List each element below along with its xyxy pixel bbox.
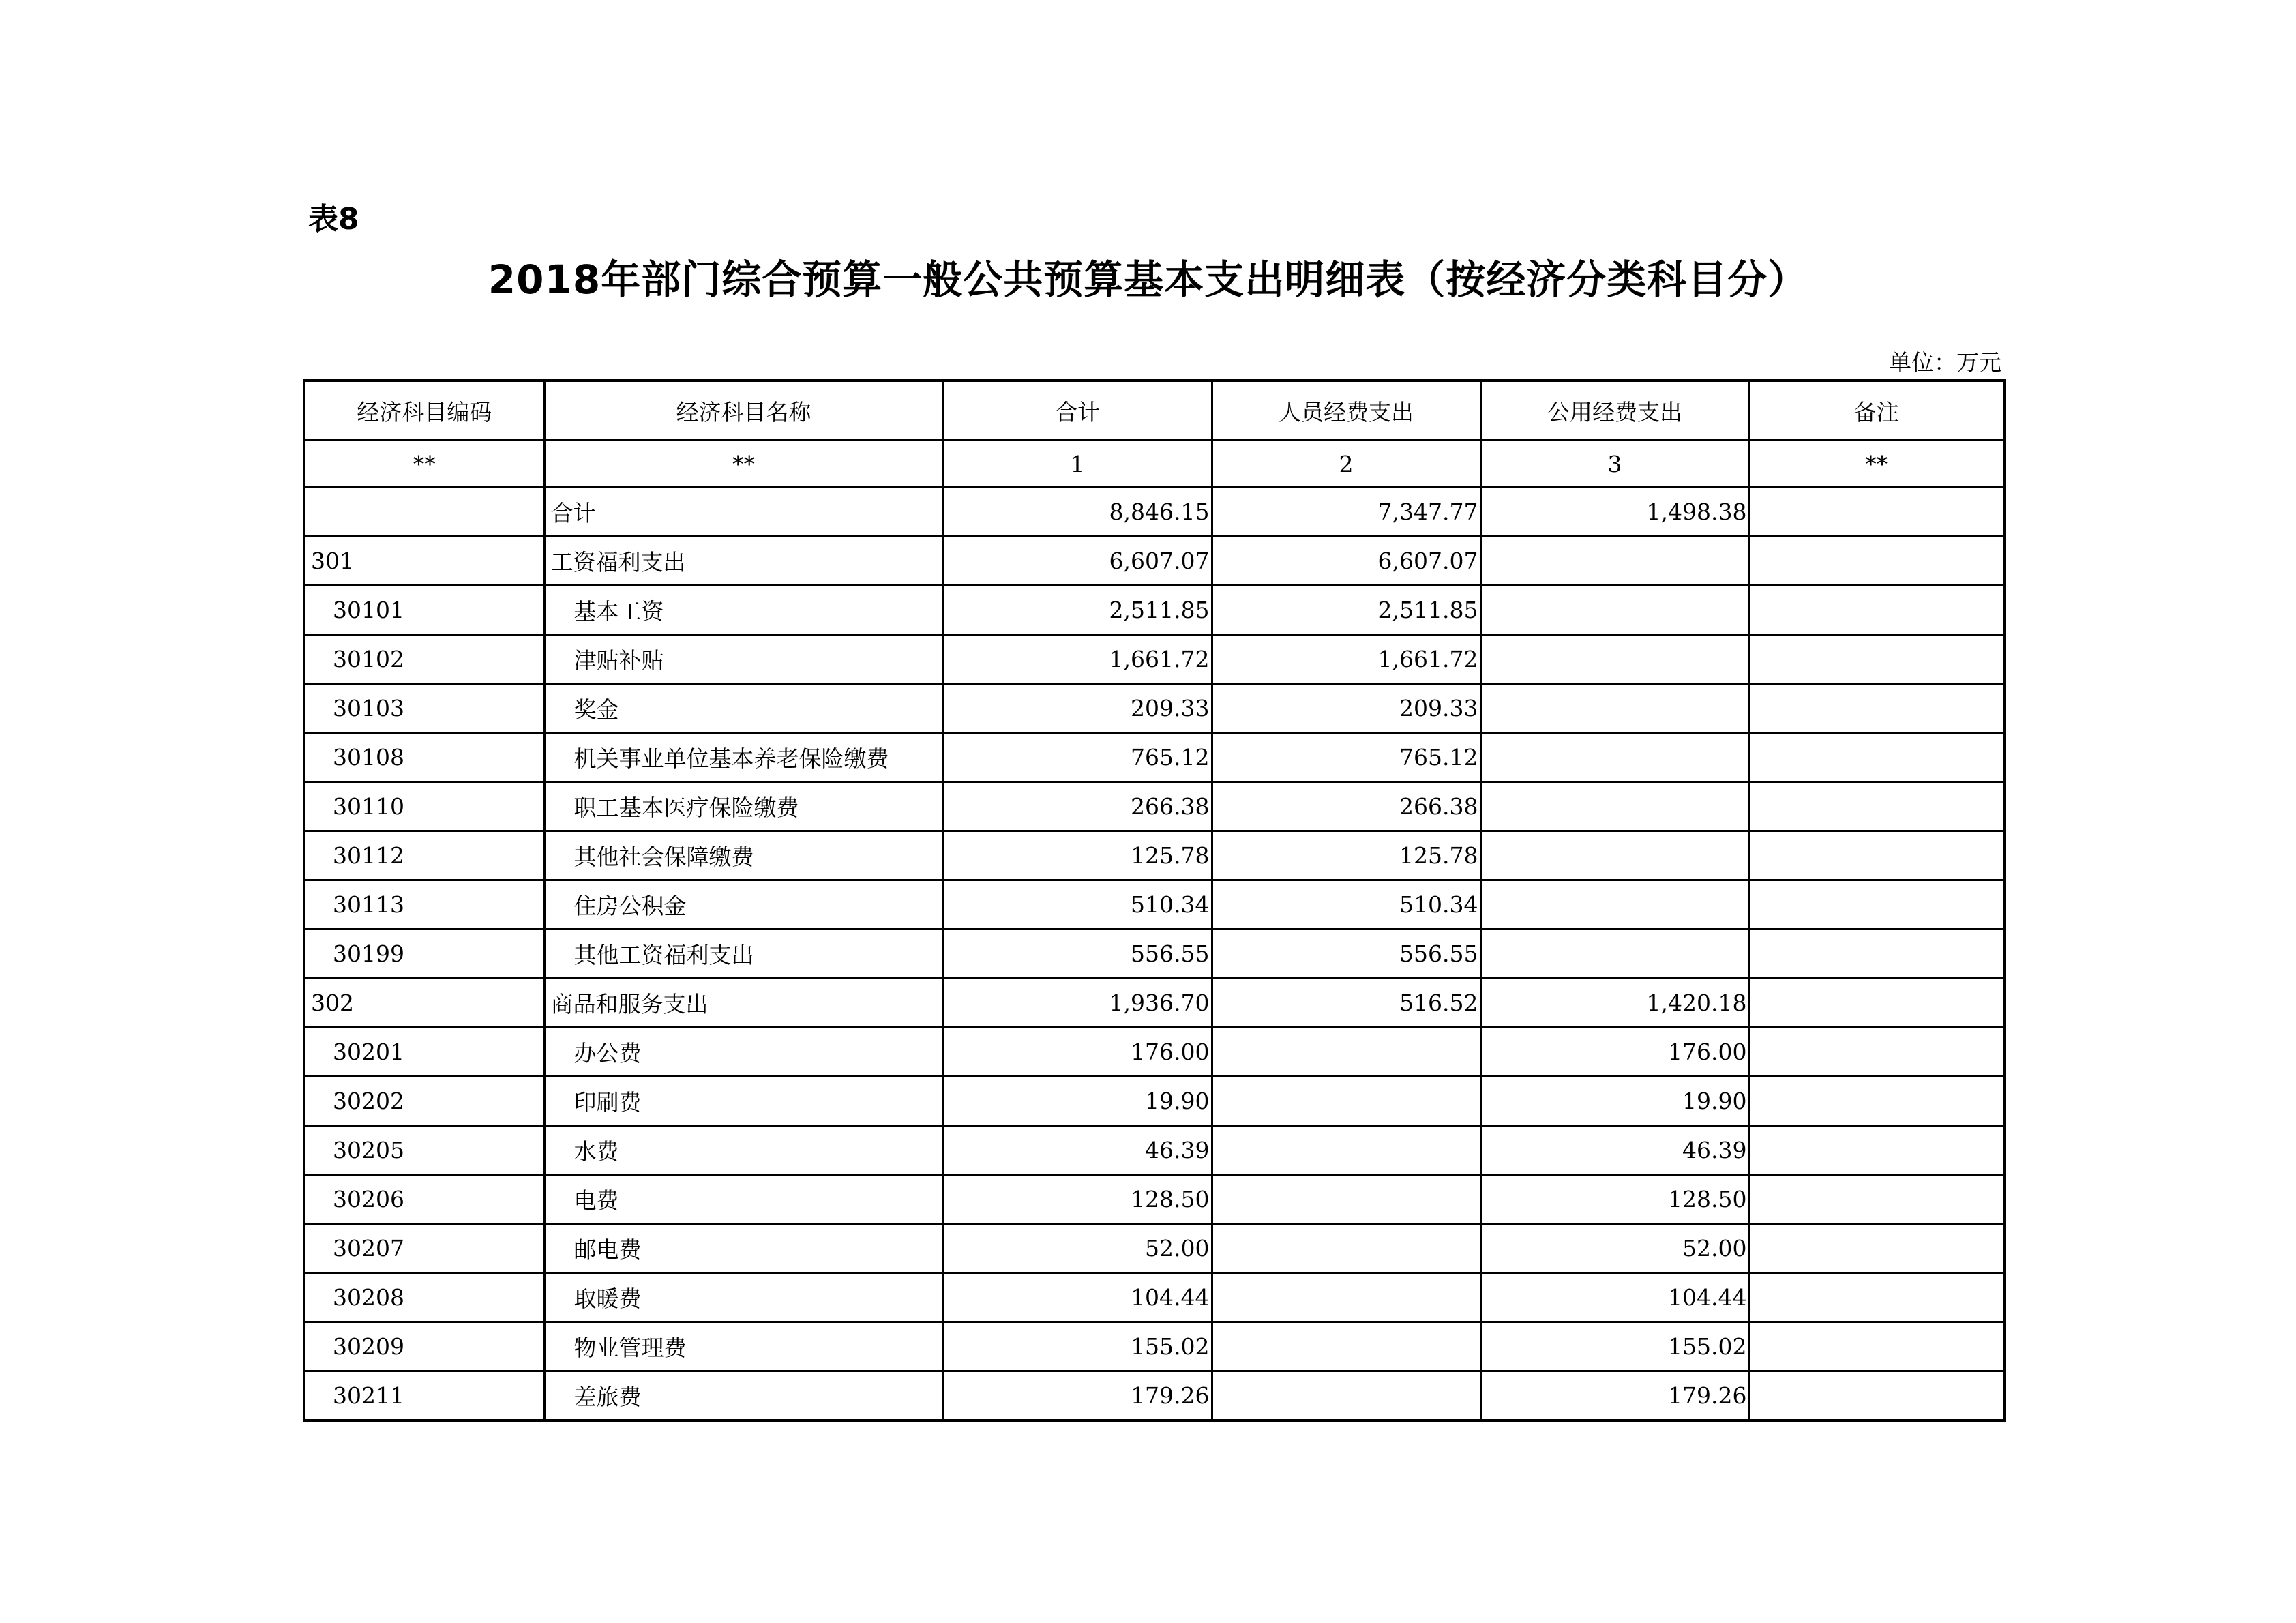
cell-total: 1,661.72 xyxy=(943,635,1212,684)
cell-total: 8,846.15 xyxy=(943,488,1212,537)
cell-code: 30113 xyxy=(304,880,544,929)
table-row xyxy=(304,1028,2004,1077)
cell-note xyxy=(1749,831,2004,880)
cell-note xyxy=(1749,1126,2004,1175)
header-row xyxy=(304,381,2004,441)
cell-public: 179.26 xyxy=(1480,1371,1749,1421)
table-row xyxy=(304,635,2004,684)
cell-public: 128.50 xyxy=(1480,1175,1749,1224)
cell-note xyxy=(1749,1322,2004,1371)
table-row xyxy=(304,1175,2004,1224)
cell-name: 电费 xyxy=(544,1175,943,1224)
table-row xyxy=(304,537,2004,586)
cell-total: 176.00 xyxy=(943,1028,1212,1077)
cell-total: 104.44 xyxy=(943,1273,1212,1322)
cell-code: 30102 xyxy=(304,635,544,684)
unit-label: 单位：万元 xyxy=(1889,349,2001,376)
cell-name: 工资福利支出 xyxy=(544,537,943,586)
cell-note xyxy=(1749,1273,2004,1322)
cell-total: 52.00 xyxy=(943,1224,1212,1273)
cell-personnel: 209.33 xyxy=(1212,684,1480,733)
cell-note xyxy=(1749,733,2004,782)
column-index-note: ** xyxy=(1749,441,2004,488)
table-row xyxy=(304,880,2004,929)
cell-code: 30206 xyxy=(304,1175,544,1224)
cell-code: 30209 xyxy=(304,1322,544,1371)
cell-name: 基本工资 xyxy=(544,586,943,635)
table-number-label: 表8 xyxy=(308,202,359,237)
cell-total: 46.39 xyxy=(943,1126,1212,1175)
column-header-public: 公用经费支出 xyxy=(1480,381,1749,441)
table-row xyxy=(304,1273,2004,1322)
cell-total: 6,607.07 xyxy=(943,537,1212,586)
cell-personnel: 765.12 xyxy=(1212,733,1480,782)
cell-total: 179.26 xyxy=(943,1371,1212,1421)
cell-personnel: 1,661.72 xyxy=(1212,635,1480,684)
cell-code: 30211 xyxy=(304,1371,544,1421)
cell-note xyxy=(1749,929,2004,979)
cell-code: 30205 xyxy=(304,1126,544,1175)
cell-public xyxy=(1480,831,1749,880)
cell-public xyxy=(1480,880,1749,929)
cell-code: 30202 xyxy=(304,1077,544,1126)
column-header-code: 经济科目编码 xyxy=(304,381,544,441)
cell-name: 差旅费 xyxy=(544,1371,943,1421)
cell-public: 104.44 xyxy=(1480,1273,1749,1322)
cell-personnel: 556.55 xyxy=(1212,929,1480,979)
cell-public: 52.00 xyxy=(1480,1224,1749,1273)
cell-name: 取暖费 xyxy=(544,1273,943,1322)
cell-personnel xyxy=(1212,1077,1480,1126)
cell-public: 1,420.18 xyxy=(1480,979,1749,1028)
page-title: 2018年部门综合预算一般公共预算基本支出明细表（按经济分类科目分） xyxy=(488,256,1808,303)
cell-public xyxy=(1480,733,1749,782)
table-row xyxy=(304,488,2004,537)
cell-public xyxy=(1480,537,1749,586)
cell-note xyxy=(1749,488,2004,537)
table-row xyxy=(304,782,2004,831)
cell-total: 510.34 xyxy=(943,880,1212,929)
cell-total: 125.78 xyxy=(943,831,1212,880)
cell-personnel: 266.38 xyxy=(1212,782,1480,831)
column-index-public: 3 xyxy=(1480,441,1749,488)
column-index-total: 1 xyxy=(943,441,1212,488)
cell-total: 266.38 xyxy=(943,782,1212,831)
cell-code: 30199 xyxy=(304,929,544,979)
cell-total: 209.33 xyxy=(943,684,1212,733)
cell-public: 46.39 xyxy=(1480,1126,1749,1175)
cell-public xyxy=(1480,782,1749,831)
cell-code: 30208 xyxy=(304,1273,544,1322)
cell-public: 1,498.38 xyxy=(1480,488,1749,537)
cell-public xyxy=(1480,929,1749,979)
cell-name: 物业管理费 xyxy=(544,1322,943,1371)
table-row xyxy=(304,831,2004,880)
cell-personnel xyxy=(1212,1028,1480,1077)
cell-note xyxy=(1749,684,2004,733)
cell-code: 30110 xyxy=(304,782,544,831)
cell-name: 邮电费 xyxy=(544,1224,943,1273)
cell-code: 30207 xyxy=(304,1224,544,1273)
table-row xyxy=(304,586,2004,635)
cell-code: 30112 xyxy=(304,831,544,880)
cell-code: 301 xyxy=(304,537,544,586)
cell-total: 2,511.85 xyxy=(943,586,1212,635)
cell-name: 印刷费 xyxy=(544,1077,943,1126)
cell-code: 30103 xyxy=(304,684,544,733)
cell-note xyxy=(1749,537,2004,586)
cell-personnel xyxy=(1212,1175,1480,1224)
cell-public: 19.90 xyxy=(1480,1077,1749,1126)
cell-name: 水费 xyxy=(544,1126,943,1175)
cell-total: 765.12 xyxy=(943,733,1212,782)
cell-name: 住房公积金 xyxy=(544,880,943,929)
column-header-note: 备注 xyxy=(1749,381,2004,441)
cell-personnel xyxy=(1212,1126,1480,1175)
cell-personnel: 516.52 xyxy=(1212,979,1480,1028)
column-index-code: ** xyxy=(304,441,544,488)
cell-personnel xyxy=(1212,1322,1480,1371)
cell-name: 商品和服务支出 xyxy=(544,979,943,1028)
table-row xyxy=(304,1224,2004,1273)
cell-note xyxy=(1749,1175,2004,1224)
column-header-total: 合计 xyxy=(943,381,1212,441)
cell-public xyxy=(1480,635,1749,684)
cell-public xyxy=(1480,684,1749,733)
cell-note xyxy=(1749,880,2004,929)
cell-name: 职工基本医疗保险缴费 xyxy=(544,782,943,831)
cell-total: 128.50 xyxy=(943,1175,1212,1224)
cell-note xyxy=(1749,782,2004,831)
cell-personnel: 2,511.85 xyxy=(1212,586,1480,635)
table-row xyxy=(304,1077,2004,1126)
cell-name: 奖金 xyxy=(544,684,943,733)
column-header-personnel: 人员经费支出 xyxy=(1212,381,1480,441)
cell-name: 合计 xyxy=(544,488,943,537)
cell-public: 176.00 xyxy=(1480,1028,1749,1077)
cell-public xyxy=(1480,586,1749,635)
cell-total: 19.90 xyxy=(943,1077,1212,1126)
cell-personnel: 125.78 xyxy=(1212,831,1480,880)
cell-note xyxy=(1749,1224,2004,1273)
table-row xyxy=(304,684,2004,733)
cell-name: 其他工资福利支出 xyxy=(544,929,943,979)
cell-personnel xyxy=(1212,1273,1480,1322)
cell-code: 30201 xyxy=(304,1028,544,1077)
cell-name: 办公费 xyxy=(544,1028,943,1077)
cell-public: 155.02 xyxy=(1480,1322,1749,1371)
cell-code: 302 xyxy=(304,979,544,1028)
cell-code: 30108 xyxy=(304,733,544,782)
cell-code: 30101 xyxy=(304,586,544,635)
cell-name: 津贴补贴 xyxy=(544,635,943,684)
cell-total: 155.02 xyxy=(943,1322,1212,1371)
cell-personnel: 510.34 xyxy=(1212,880,1480,929)
column-index-name: ** xyxy=(544,441,943,488)
cell-note xyxy=(1749,1077,2004,1126)
column-index-personnel: 2 xyxy=(1212,441,1480,488)
cell-note xyxy=(1749,1028,2004,1077)
cell-note xyxy=(1749,635,2004,684)
table-row xyxy=(304,1126,2004,1175)
cell-code xyxy=(304,488,544,537)
cell-note xyxy=(1749,979,2004,1028)
cell-name: 机关事业单位基本养老保险缴费 xyxy=(544,733,943,782)
cell-total: 556.55 xyxy=(943,929,1212,979)
table-row xyxy=(304,1322,2004,1371)
table-row xyxy=(304,733,2004,782)
cell-note xyxy=(1749,586,2004,635)
column-index-row xyxy=(304,441,2004,488)
cell-personnel: 6,607.07 xyxy=(1212,537,1480,586)
column-header-name: 经济科目名称 xyxy=(544,381,943,441)
table-row xyxy=(304,929,2004,979)
table-row xyxy=(304,1371,2004,1421)
cell-personnel xyxy=(1212,1224,1480,1273)
cell-note xyxy=(1749,1371,2004,1421)
table-row xyxy=(304,979,2004,1028)
cell-personnel: 7,347.77 xyxy=(1212,488,1480,537)
cell-total: 1,936.70 xyxy=(943,979,1212,1028)
cell-name: 其他社会保障缴费 xyxy=(544,831,943,880)
cell-personnel xyxy=(1212,1371,1480,1421)
budget-table xyxy=(303,379,2006,1422)
